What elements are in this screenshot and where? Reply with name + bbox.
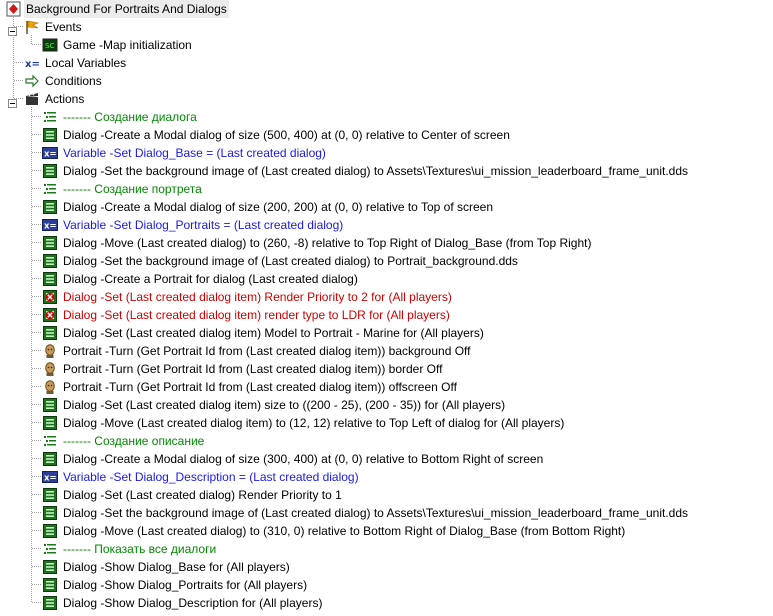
action-item-label: Dialog -Set the background image of (Last created dialog) to Assets\Textures\ui_mission_leaderboard_frame_unit.dds: [63, 506, 689, 520]
dialog-action-icon: [42, 595, 58, 611]
dialog-action-icon: [42, 559, 58, 575]
actions-label: Actions: [45, 92, 85, 106]
dialog-error-icon: [42, 289, 58, 305]
dialog-action-icon: [42, 523, 58, 539]
action-item-label: Dialog -Create a Modal dialog of size (500, 400) at (0, 0) relative to Center of screen: [63, 128, 510, 142]
trigger-name: Background For Portraits And Dialogs: [26, 2, 227, 16]
conditions-arrow-icon: [24, 73, 40, 89]
variable-set-icon: [42, 145, 58, 161]
variable-set-icon: [42, 469, 58, 485]
variables-icon: [24, 55, 40, 71]
comment-icon: [42, 433, 58, 449]
portrait-icon: [42, 361, 58, 377]
action-item-label: ------- Создание портрета: [63, 182, 202, 196]
clapperboard-icon: [24, 91, 40, 107]
dialog-action-icon: [42, 271, 58, 287]
action-item-label: ------- Создание описание: [63, 434, 205, 448]
action-item-label: Dialog -Set the background image of (Last created dialog) to Assets\Textures\ui_mission_leaderboard_frame_unit.dds: [63, 164, 689, 178]
action-item-label: Dialog -Create a Portrait for dialog (Last created dialog): [63, 272, 358, 286]
portrait-icon: [42, 379, 58, 395]
event-flag-icon: [24, 19, 40, 35]
collapse-icon[interactable]: [8, 95, 17, 104]
dialog-action-icon: [42, 163, 58, 179]
dialog-action-icon: [42, 199, 58, 215]
action-item-label: ------- Показать все диалоги: [63, 542, 217, 556]
comment-icon: [42, 181, 58, 197]
svg-text:x=: x=: [44, 149, 57, 160]
event-item-label: Game -Map initialization: [63, 38, 192, 52]
action-item-label: Dialog -Create a Modal dialog of size (200, 200) at (0, 0) relative to Top of screen: [63, 200, 494, 214]
conditions-label: Conditions: [45, 74, 102, 88]
dialog-action-icon: [42, 127, 58, 143]
action-item-label: ------- Создание диалога: [63, 110, 197, 124]
dialog-action-icon: [42, 397, 58, 413]
game-event-icon: [42, 37, 58, 53]
dialog-action-icon: [42, 325, 58, 341]
local-variables-label: Local Variables: [45, 56, 127, 70]
variable-set-icon: [42, 217, 58, 233]
trigger-icon: [6, 1, 22, 17]
dialog-action-icon: [42, 505, 58, 521]
collapse-icon[interactable]: [8, 23, 17, 32]
svg-text:x=: x=: [44, 473, 57, 484]
svg-text:SC: SC: [45, 42, 55, 50]
action-item-label: Dialog -Move (Last created dialog) to (310, 0) relative to Bottom Right of Dialog_Base (from Bottom Right): [63, 524, 626, 538]
action-item-label: Dialog -Move (Last created dialog) to (260, -8) relative to Top Right of Dialog_Base (from Top Right): [63, 236, 592, 250]
dialog-action-icon: [42, 235, 58, 251]
action-item-label: Variable -Set Dialog_Description = (Last created dialog): [63, 470, 359, 484]
svg-text:x=: x=: [44, 221, 57, 232]
dialog-action-icon: [42, 487, 58, 503]
svg-text:x=: x=: [25, 59, 40, 70]
action-item-label: Variable -Set Dialog_Portraits = (Last created dialog): [63, 218, 344, 232]
action-item-label: Dialog -Create a Modal dialog of size (300, 400) at (0, 0) relative to Bottom Right of screen: [63, 452, 544, 466]
action-item-label: Portrait -Turn (Get Portrait Id from (Last created dialog item)) offscreen Off: [63, 380, 457, 394]
portrait-icon: [42, 343, 58, 359]
action-item-label: Dialog -Set (Last created dialog item) size to ((200 - 25), (200 - 35)) for (All players): [63, 398, 506, 412]
comment-icon: [42, 541, 58, 557]
dialog-action-icon: [42, 253, 58, 269]
action-item-label: Dialog -Show Dialog_Portraits for (All players): [63, 578, 308, 592]
action-item-label: Dialog -Set the background image of (Last created dialog) to Portrait_background.dds: [63, 254, 518, 268]
dialog-action-icon: [42, 415, 58, 431]
action-item-label: Dialog -Set (Last created dialog item) Render Priority to 2 for (All players): [63, 290, 452, 304]
action-item-label: Dialog -Move (Last created dialog item) to (12, 12) relative to Top Left of dialog for (All players): [63, 416, 565, 430]
action-item-label: Dialog -Show Dialog_Description for (All players): [63, 596, 323, 610]
action-item-label: Dialog -Set (Last created dialog item) Model to Portrait - Marine for (All players): [63, 326, 484, 340]
action-item-label: Portrait -Turn (Get Portrait Id from (Last created dialog item)) border Off: [63, 362, 443, 376]
action-item-label: Portrait -Turn (Get Portrait Id from (Last created dialog item)) background Off: [63, 344, 471, 358]
dialog-action-icon: [42, 451, 58, 467]
comment-icon: [42, 109, 58, 125]
action-item-label: Variable -Set Dialog_Base = (Last created dialog): [63, 146, 326, 160]
action-item-label: Dialog -Show Dialog_Base for (All players): [63, 560, 290, 574]
dialog-error-icon: [42, 307, 58, 323]
dialog-action-icon: [42, 577, 58, 593]
action-item-label: Dialog -Set (Last created dialog item) render type to LDR for (All players): [63, 308, 450, 322]
action-item-label: Dialog -Set (Last created dialog) Render Priority to 1: [63, 488, 342, 502]
events-label: Events: [45, 20, 82, 34]
